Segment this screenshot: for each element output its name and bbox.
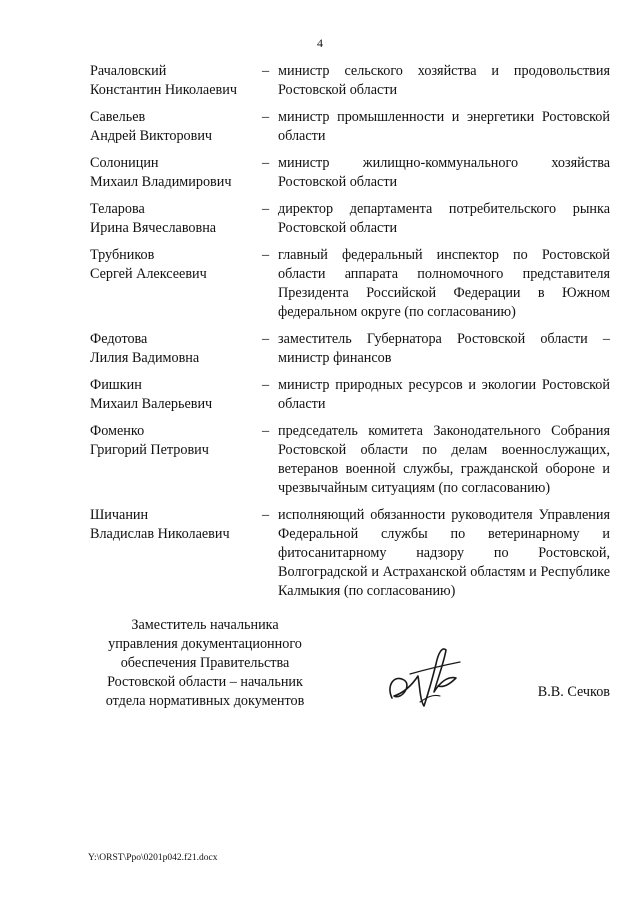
- member-given-names: Ирина Вячеславовна: [90, 220, 217, 236]
- member-name: [90, 376, 262, 414]
- signatory-title-line: обеспечения Правительства: [120, 655, 290, 671]
- member-dash: –: [262, 331, 270, 347]
- signatory-title-line: Заместитель начальника: [131, 617, 279, 633]
- member-name: [90, 62, 262, 100]
- member-surname: Солоницин: [90, 155, 159, 171]
- member-surname: Фоменко: [90, 423, 145, 439]
- member-given-names: Лилия Вадимовна: [90, 350, 200, 366]
- member-position: главный федеральный инспектор по Ростовской области аппарата полномочного представителя Президента Российской Федерации в Южном федеральном округе (по согласованию): [278, 247, 610, 320]
- member-surname: Трубников: [90, 247, 155, 263]
- member-row: [90, 422, 610, 498]
- member-name: [90, 422, 262, 498]
- member-row: [90, 246, 610, 322]
- member-name: [90, 154, 262, 192]
- member-position: министр сельского хозяйства и продовольствия Ростовской области: [278, 63, 610, 98]
- member-name: [90, 108, 262, 146]
- member-dash: –: [262, 423, 270, 439]
- signature-block: [90, 616, 610, 709]
- member-dash: –: [262, 201, 270, 217]
- member-given-names: Григорий Петрович: [90, 442, 209, 458]
- member-given-names: Константин Николаевич: [90, 82, 237, 98]
- member-surname: Федотова: [90, 331, 148, 347]
- signatory-title-line: Ростовской области – начальник: [107, 674, 303, 690]
- member-position: министр природных ресурсов и экологии Ростовской области: [278, 377, 610, 412]
- member-name: [90, 506, 262, 601]
- member-position: исполняющий обязанности руководителя Управления Федеральной службы по ветеринарному и фитосанитарному надзору по Ростовской, Волгоградской и Астраханской областям и Республике Калмыкия (по согласованию): [278, 507, 610, 599]
- member-position: министр жилищно-коммунального хозяйства Ростовской области: [278, 155, 610, 190]
- member-position: министр промышленности и энергетики Ростовской области: [278, 109, 610, 144]
- member-position: председатель комитета Законодательного Собрания Ростовской области по делам военнослужащих, ветеранов военной службы, гражданской обороне и чрезвычайным ситуациям (по согласованию): [278, 423, 610, 496]
- page-number: 4: [317, 36, 323, 50]
- member-row: [90, 108, 610, 146]
- member-given-names: Сергей Алексеевич: [90, 266, 207, 282]
- member-given-names: Андрей Викторович: [90, 128, 213, 144]
- member-surname: Савельев: [90, 109, 146, 125]
- member-position: директор департамента потребительского рынка Ростовской области: [278, 201, 610, 236]
- signatory-title-line: отдела нормативных документов: [105, 693, 305, 709]
- member-dash: –: [262, 109, 270, 125]
- file-path: Y:\ORST\Ppo\0201p042.f21.docx: [88, 853, 218, 863]
- member-row: [90, 154, 610, 192]
- member-dash: –: [262, 507, 270, 523]
- member-row: [90, 200, 610, 238]
- member-name: [90, 200, 262, 238]
- member-given-names: Владислав Николаевич: [90, 526, 230, 542]
- member-name: [90, 330, 262, 368]
- member-given-names: Михаил Валерьевич: [90, 396, 213, 412]
- member-surname: Шичанин: [90, 507, 149, 523]
- member-given-names: Михаил Владимирович: [90, 174, 232, 190]
- member-list: [90, 62, 610, 609]
- member-row: [90, 62, 610, 100]
- member-row: [90, 506, 610, 601]
- member-dash: –: [262, 377, 270, 393]
- member-position: заместитель Губернатора Ростовской области – министр финансов: [278, 331, 610, 366]
- signatory-title: [90, 616, 320, 711]
- member-row: [90, 330, 610, 368]
- signatory-title-line: управления документационного: [108, 636, 302, 652]
- member-surname: Рачаловский: [90, 63, 167, 79]
- handwritten-signature-icon: [380, 636, 470, 716]
- member-name: [90, 246, 262, 322]
- member-dash: –: [262, 63, 270, 79]
- member-dash: –: [262, 155, 270, 171]
- member-surname: Фишкин: [90, 377, 142, 393]
- member-surname: Теларова: [90, 201, 145, 217]
- signer-name: В.В. Сечков: [537, 684, 610, 700]
- member-dash: –: [262, 247, 270, 263]
- member-row: [90, 376, 610, 414]
